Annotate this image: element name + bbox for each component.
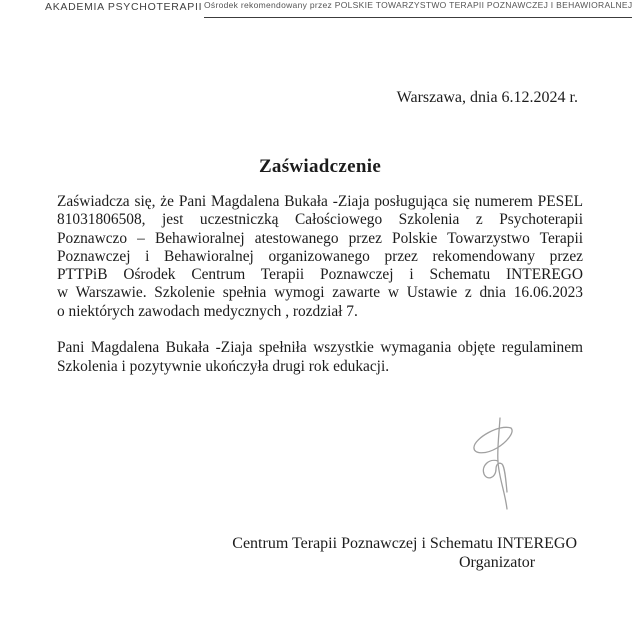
body-text-line: Poznawczo – Behawioralnej atestowanego przez Polskie Towarzystwo Terapii bbox=[57, 229, 583, 247]
body-text-line: PTTPiB Ośrodek Centrum Terapii Poznawczej i Schematu INTEREGO bbox=[57, 266, 583, 284]
body-text-line: Szkolenia i pozytywnie ukończyła drugi rok edukacji. bbox=[57, 357, 390, 375]
body-text-line: Pani Magdalena Bukała -Ziaja spełniła wszystkie wymagania objęte regulaminem bbox=[57, 339, 583, 357]
body-text-line: w Warszawie. Szkolenie spełnia wymogi zawarte w Ustawie z dnia 16.06.2023 bbox=[57, 284, 583, 302]
logo-wordmark: AKADEMIA PSYCHOTERAPII bbox=[45, 1, 203, 13]
place-and-date-line: Warszawa, dnia 6.12.2024 r. bbox=[396, 89, 578, 106]
body-text-line: o niektórych zawodach medycznych , rozdział 7. bbox=[57, 302, 358, 320]
body-text-line: Zaświadcza się, że Pani Magdalena Bukała -Ziaja posługująca się numerem PESEL bbox=[57, 193, 583, 210]
issuing-organization: Centrum Terapii Poznawczej i Schematu INTEREGO bbox=[232, 535, 577, 552]
handwritten-signature bbox=[455, 412, 545, 517]
body-text-line: Poznawczej i Behawioralnej organizowanego przez rekomendowany przez bbox=[57, 247, 583, 265]
signature-upper-loop bbox=[474, 427, 512, 452]
certificate-paragraph-1 bbox=[57, 193, 583, 321]
body-text-line: 81031806508, jest uczestniczką Całościowego Szkolenia z Psychoterapii bbox=[57, 211, 583, 229]
accreditation-text: Ośrodek rekomendowany przez POLSKIE TOWARZYSTWO TERAPII POZNAWCZEJ I BEHAWIORALNEJ bbox=[204, 0, 633, 10]
signer-role: Organizator bbox=[459, 554, 536, 571]
signature-lower-loop bbox=[483, 460, 507, 492]
certificate-paragraph-2 bbox=[57, 339, 583, 376]
document-title: Zaświadczenie bbox=[258, 156, 382, 177]
document-body bbox=[57, 193, 583, 376]
accreditation-header-rule bbox=[204, 0, 632, 18]
